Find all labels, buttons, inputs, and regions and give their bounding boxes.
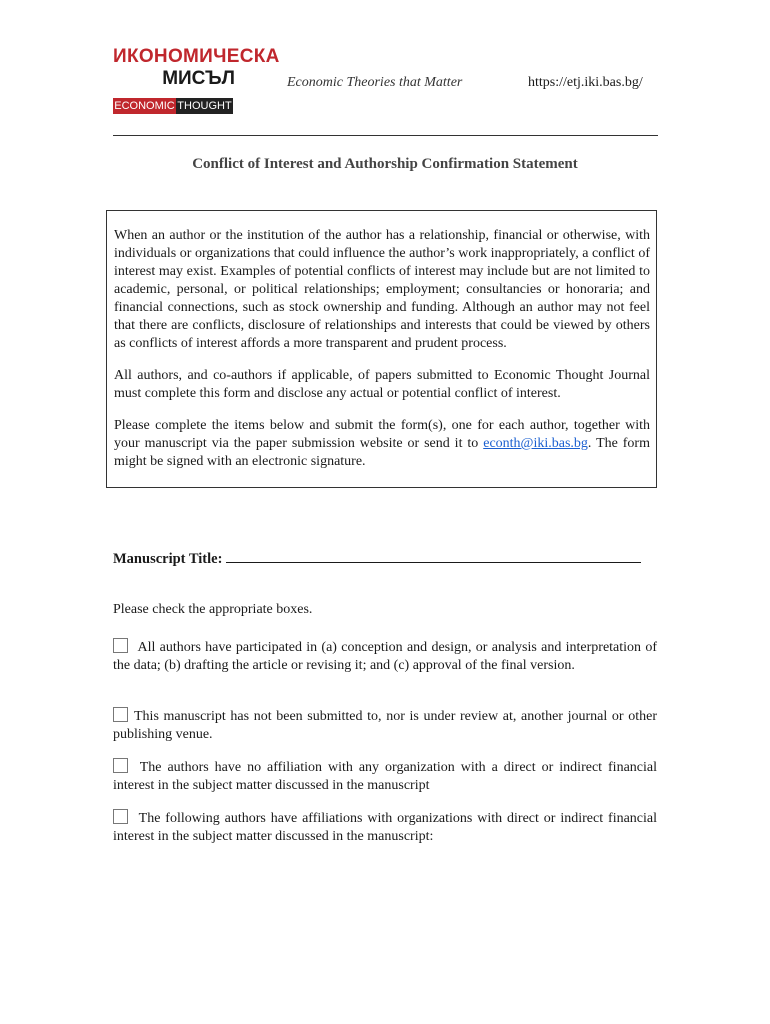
checkbox-authorship[interactable] [113,638,128,653]
checklist-item-label: The authors have no affiliation with any organization with a direct or indirect financial interest in the subject matter discussed in the manuscript [113,760,657,793]
journal-tagline: Economic Theories that Matter [287,75,463,90]
email-link[interactable]: econth@iki.bas.bg [483,436,588,451]
checklist-item-label: The following authors have affiliations with organizations with direct or indirect financial interest in the subject matter discussed in the manuscript: [113,811,657,844]
header-divider [113,135,658,136]
checklist-item-label: All authors have participated in (a) conception and design, or analysis and interpretation of the data; (b) drafting the article or revising it; and (c) approval of the final version. [113,640,657,673]
instructions-paragraph-3 [114,417,650,471]
paragraph-3-text: Please complete the items below and submit the form(s), one for each author, together with your manuscript via the paper submission website or send it to [114,418,650,451]
checklist-item-not-submitted [113,707,657,744]
instructions-paragraph-1: When an author or the institution of the author has a relationship, financial or otherwise, with individuals or organizations that could influence the author’s work inappropriately, a conflict of interest may exist. Examples of potential conflicts of interest may include but are not limited to academic, personal, or political relationships; employment; consultancies or honoraria; and financial connections, such as stock ownership and funding. Although an author may not feel that there are conflicts, disclosure of relationships and interests that could be viewed by others as conflicts of interest affords a more transparent and prudent process. [114,228,650,351]
checklist-instruction: Please check the appropriate boxes. [113,602,313,617]
checklist-item-label: This manuscript has not been submitted to, nor is under review at, another journal or other publishing venue. [113,709,657,742]
checkbox-not-submitted[interactable] [113,707,128,722]
checkbox-no-affiliation[interactable] [113,758,128,773]
instructions-box [106,210,657,488]
paragraph-3-text-end: . The form might be signed with an electronic signature. [114,436,650,469]
logo-bar-economic: ECONOMIC [114,100,175,112]
manuscript-title-label: Manuscript Title: [113,551,223,567]
checklist-item-authorship [113,638,657,675]
checkbox-affiliations[interactable] [113,809,128,824]
manuscript-title-field [113,548,658,568]
logo-bar-thought: THOUGHT [177,100,232,112]
journal-logo [113,46,280,114]
logo-bar [113,98,237,114]
logo-line2: МИСЪЛ [162,68,235,89]
checklist-item-no-affiliation [113,758,657,795]
page-title: Conflict of Interest and Authorship Confirmation Statement [192,156,578,172]
checklist-item-affiliations [113,809,657,846]
logo-line1: ИКОНОМИЧЕСКА [113,46,280,67]
manuscript-title-input[interactable] [226,548,641,563]
instructions-paragraph-2: All authors, and co-authors if applicable, of papers submitted to Economic Thought Journal must complete this form and disclose any actual or potential conflict of interest. [114,368,650,401]
journal-url: https://etj.iki.bas.bg/ [528,75,643,90]
